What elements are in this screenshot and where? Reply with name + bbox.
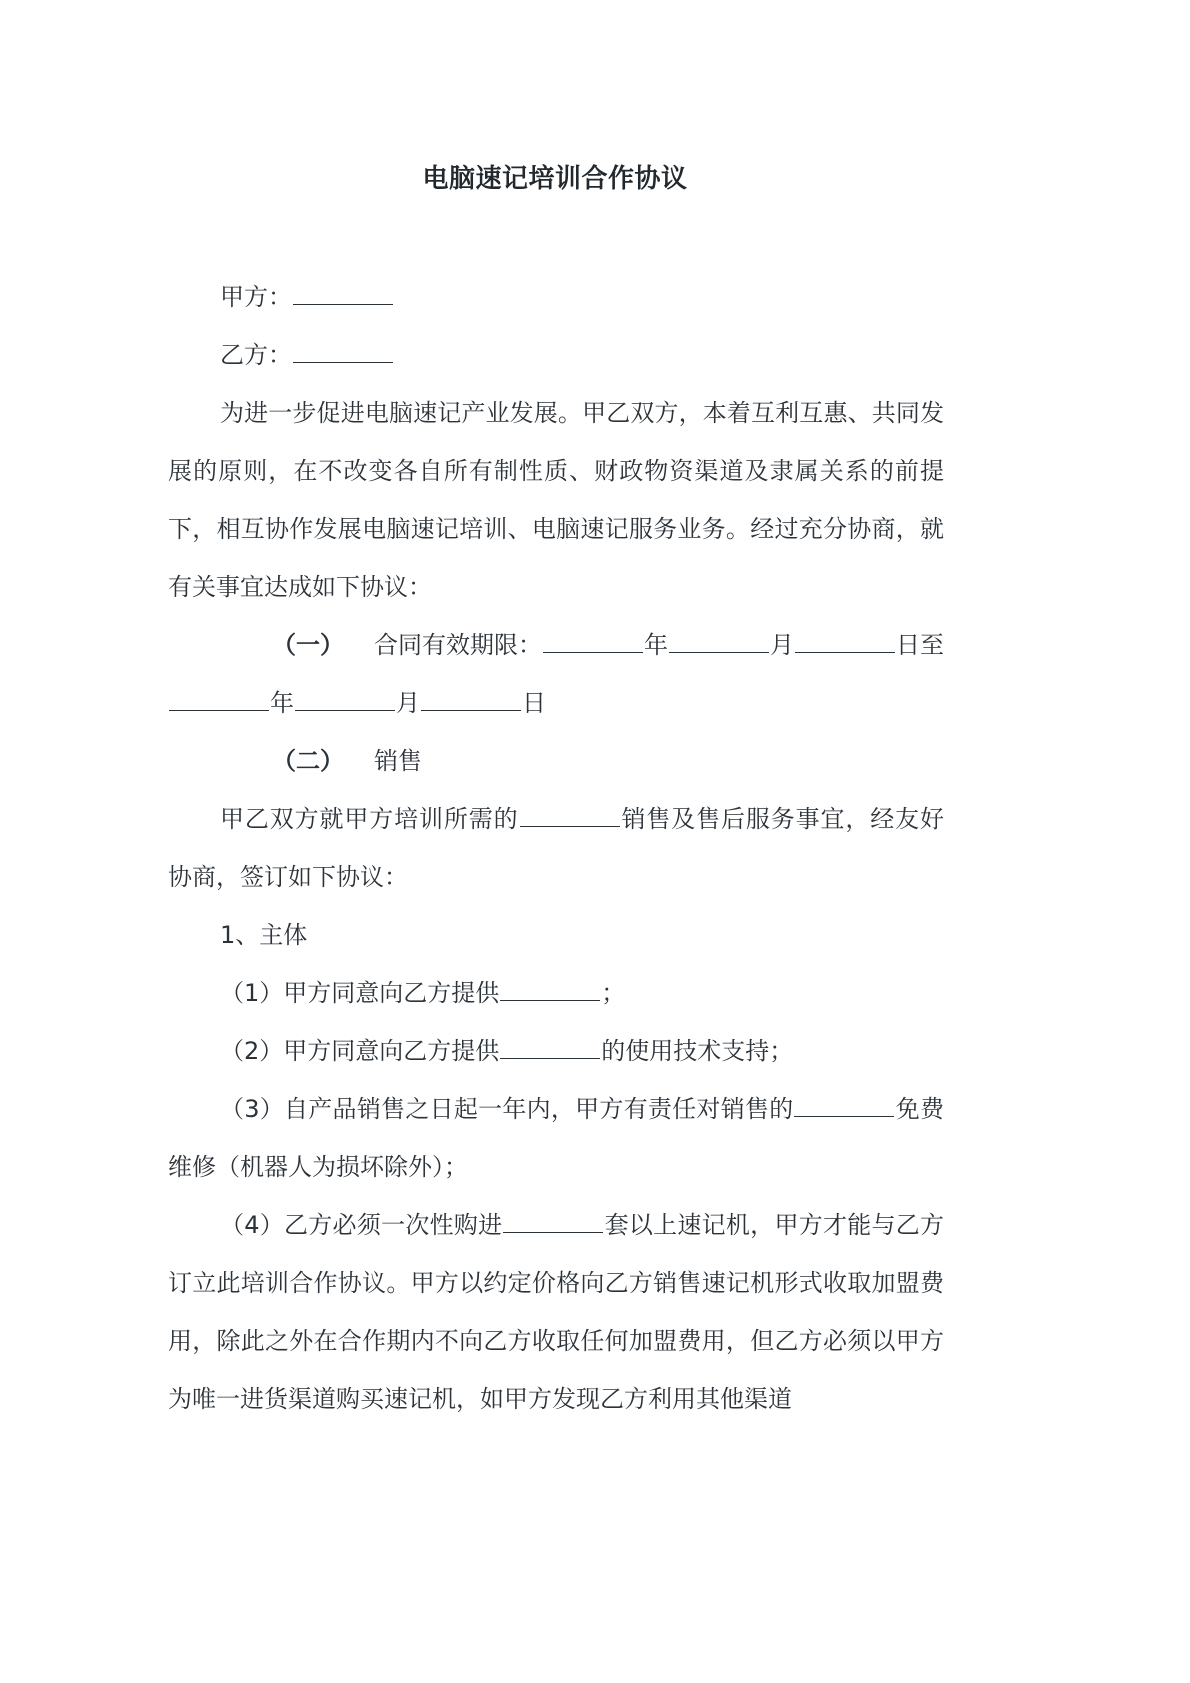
party-b-blank xyxy=(293,342,393,363)
day-label: 日 xyxy=(522,689,546,717)
item-2 xyxy=(168,1022,944,1080)
document-body xyxy=(168,268,944,1428)
year-label: 年 xyxy=(644,631,668,659)
section-2-number: （二） xyxy=(272,747,344,775)
section-2-intro xyxy=(168,790,944,906)
party-a-label: 甲方： xyxy=(220,283,292,311)
year-label: 年 xyxy=(270,689,294,717)
item-4-text-b: 套以上速记机，甲方才能与乙方订立此培训合作协议。甲方以约定价格向乙方销售速记机形式收取加盟费用，除此之外在合作期内不向乙方收取任何加盟费用，但乙方必须以甲方为唯一进货渠道购买速记机，如甲方发现乙方利用其他渠道 xyxy=(168,1211,944,1413)
day-to-label: 日至 xyxy=(896,631,944,659)
item-1-text-b: ； xyxy=(601,979,626,1007)
item-2-text-b: 的使用技术支持； xyxy=(601,1037,794,1065)
subsection-1-heading: 1、主体 xyxy=(220,921,308,949)
item-4-text-a: （4）乙方必须一次性购进 xyxy=(220,1211,503,1239)
document-title: 电脑速记培训合作协议 xyxy=(422,164,688,194)
end-day-blank xyxy=(421,690,521,711)
item-3-blank xyxy=(794,1096,894,1117)
item-2-blank xyxy=(500,1038,600,1059)
start-month-blank xyxy=(669,632,769,653)
item-1-blank xyxy=(500,980,600,1001)
item-4-blank xyxy=(503,1212,603,1233)
end-month-blank xyxy=(295,690,395,711)
party-b-line xyxy=(168,326,944,384)
party-a-line xyxy=(168,268,944,326)
item-4 xyxy=(168,1196,944,1428)
section-2-intro-text-a: 甲乙双方就甲方培训所需的 xyxy=(220,805,519,833)
month-label: 月 xyxy=(770,631,794,659)
start-day-blank xyxy=(795,632,895,653)
item-1-text-a: （1）甲方同意向乙方提供 xyxy=(220,979,500,1007)
section-2-label: 销售 xyxy=(374,747,422,775)
item-1 xyxy=(168,964,944,1022)
intro-paragraph: 为进一步促进电脑速记产业发展。甲乙双方，本着互利互惠、共同发展的原则，在不改变各自所有制性质、财政物资渠道及隶属关系的前提下，相互协作发展电脑速记培训、电脑速记服务业务。经过充分协商，就有关事宜达成如下协议： xyxy=(168,399,944,601)
product-blank xyxy=(520,806,620,827)
item-3-text-a: （3）自产品销售之日起一年内，甲方有责任对销售的 xyxy=(220,1095,794,1123)
section-1-label: 合同有效期限： xyxy=(374,631,542,659)
start-year-blank xyxy=(543,632,643,653)
party-b-label: 乙方： xyxy=(220,341,292,369)
end-year-blank xyxy=(169,690,269,711)
section-1-number: （一） xyxy=(272,631,344,659)
party-a-blank xyxy=(293,284,393,305)
item-3 xyxy=(168,1080,944,1196)
section-2-heading xyxy=(168,732,944,790)
item-3-text-b: 免费维修（机器人为损坏除外）； xyxy=(168,1095,945,1181)
item-2-text-a: （2）甲方同意向乙方提供 xyxy=(220,1037,500,1065)
section-1-term xyxy=(168,616,944,732)
month-label: 月 xyxy=(396,689,420,717)
section-2-intro-text-b: 销售及售后服务事宜，经友好协商，签订如下协议： xyxy=(168,805,945,891)
